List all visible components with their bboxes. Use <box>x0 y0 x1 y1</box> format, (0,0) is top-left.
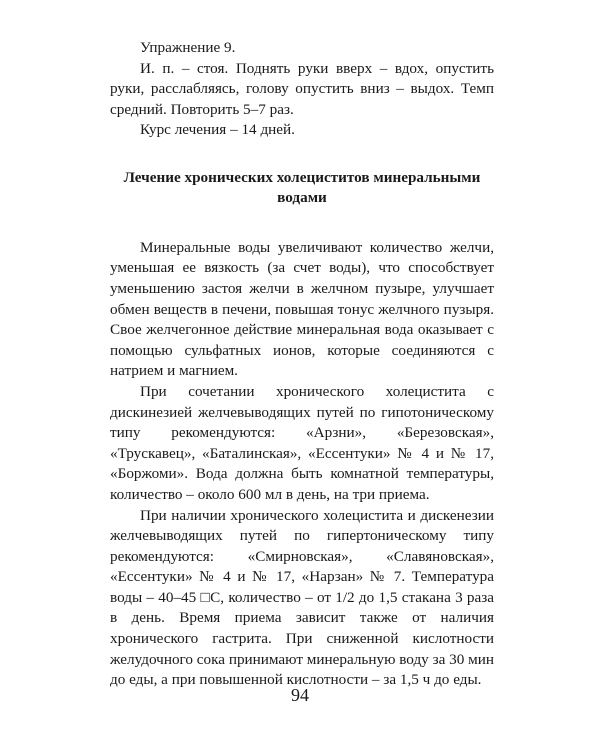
page-body <box>110 38 494 691</box>
exercise-title: Упражнение 9. <box>140 39 236 56</box>
page-number: 94 <box>291 685 309 705</box>
course-duration: Курс лечения – 14 дней. <box>140 121 295 139</box>
paragraph-hypertonic-type: При наличии хронического холецистита и дискенезии желчевыводящих путей по гипертоническому типу рекомендуются: «Смирновская», «Славяновская», «Ессентуки» № 4 и № 17, «Нарзан» № 7. Температура воды – 40–45 □С, количество – от 1/2 до 1,5 стакана 3 раза в день. Время приема зависит также от наличия хронического гастрита. При сниженной кислотности желудочного сока принимают минеральную воду за 30 мин до еды, а при повышенной кислотности – за 1,5 ч до еды. <box>110 506 494 689</box>
section-heading: Лечение хронических холециститов минеральными водами <box>123 168 481 207</box>
exercise-instruction: И. п. – стоя. Поднять руки вверх – вдох, опустить руки, расслабляясь, голову опустить вниз – выдох. Темп средний. Повторить 5–7 раз. <box>110 59 494 118</box>
paragraph-hypotonic-type: При сочетании хронического холецистита с дискинезией желчевыводящих путей по гипотоническому типу рекомендуются: «Арзни», «Березовская», «Трускавец», «Баталинская», «Ессентуки» № 4 и № 17, «Боржоми». Вода должна быть комнатной температуры, количество – около 600 мл в день, на три приема. <box>110 382 494 503</box>
paragraph-mineral-waters: Минеральные воды увеличивают количество желчи, уменьшая ее вязкость (за счет воды), что способствует уменьшению застоя желчи в желчном пузыре, улучшает обмен веществ в печени, повышая тонус желчного пузыря. Свое желчегонное действие минеральная вода оказывает с помощью сульфатных ионов, которые соединяются с натрием и магнием. <box>110 238 494 380</box>
